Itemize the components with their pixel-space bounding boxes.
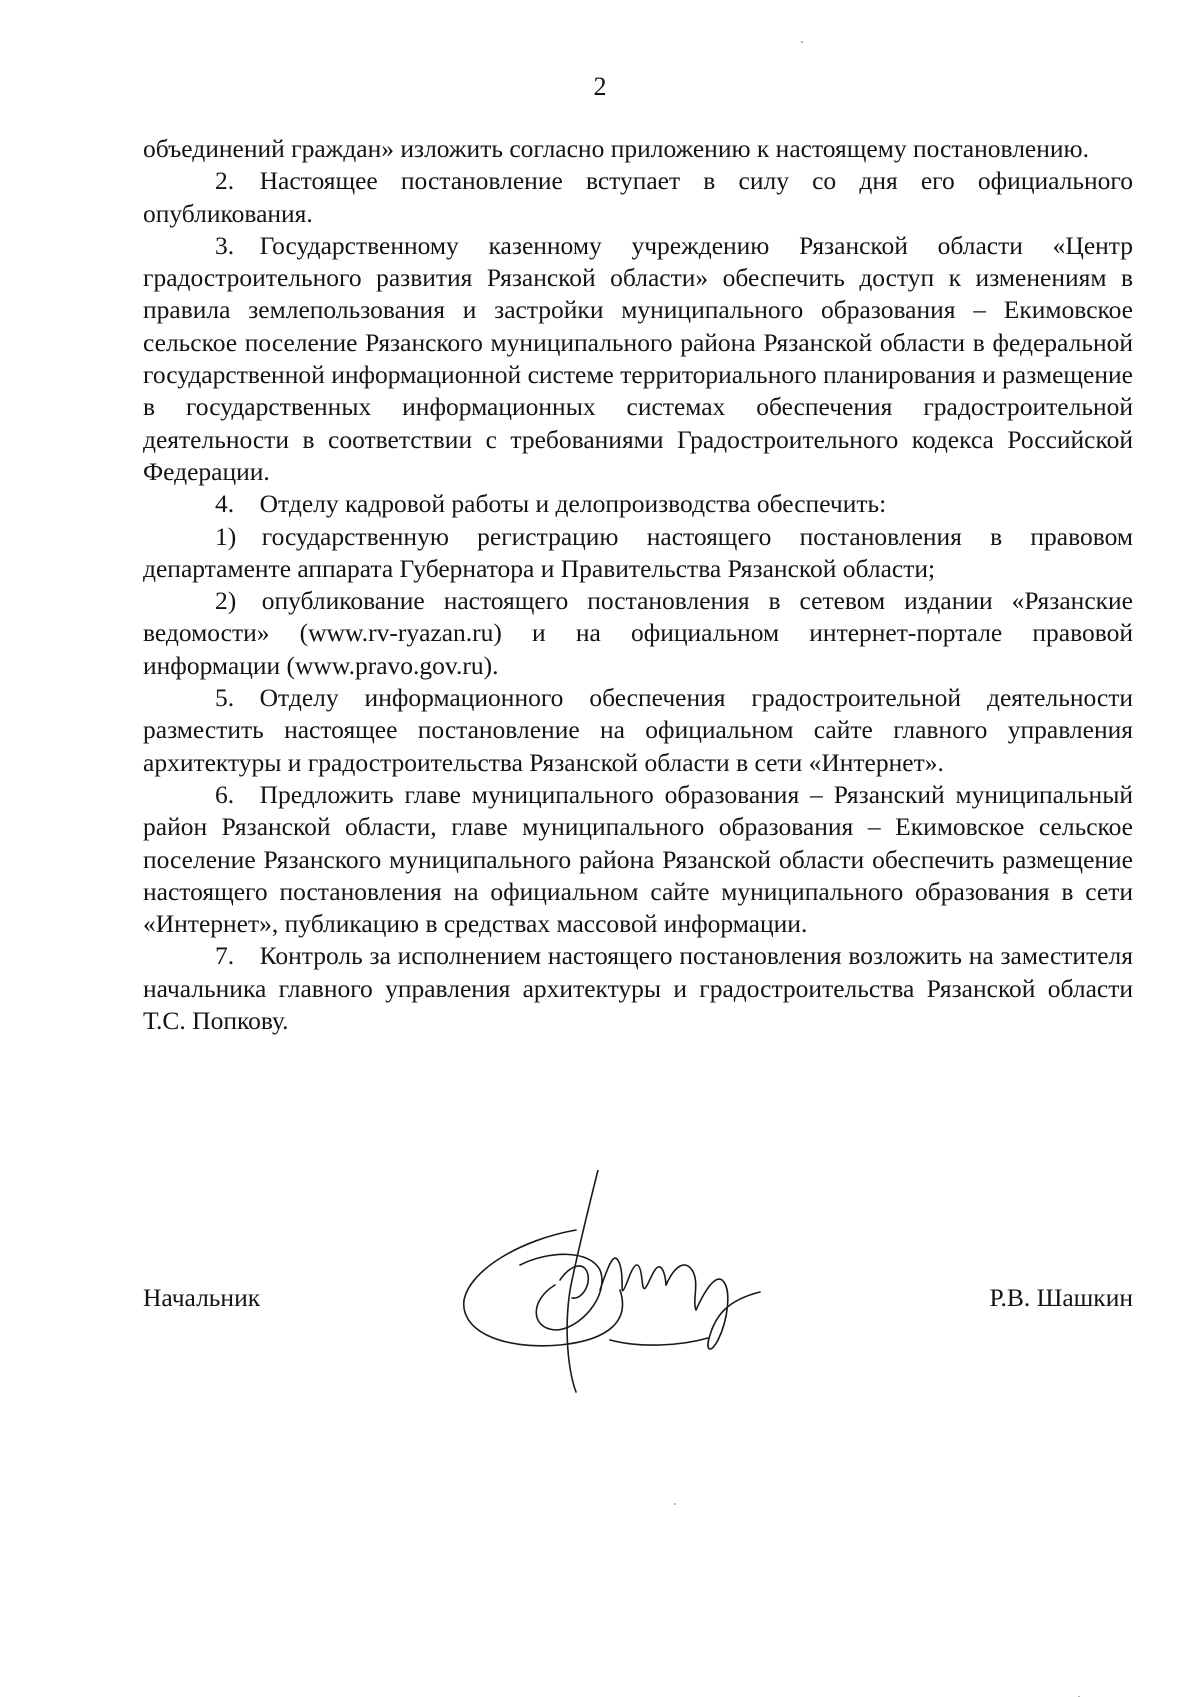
paragraph-item-2: 2. Настоящее постановление вступает в силу со дня его официального опубликования.	[143, 166, 1133, 228]
paragraph-item-7: 7. Контроль за исполнением настоящего постановления возложить на заместителя начальника главного управления архитектуры и градостроительства Рязанской области Т.С. Попкову.	[143, 941, 1133, 1036]
paragraph-item-5: 5. Отделу информационного обеспечения градостроительной деятельности разместить настоящее постановление на официальном сайте главного управления архитектуры и градостроительства Рязанской области в сети «Интернет».	[143, 683, 1133, 777]
signatory-name: Р.В. Шашкин	[989, 1283, 1133, 1312]
paragraph-item-4-2: 2) опубликование настоящего постановления в сетевом издании «Рязанские ведомости» (www.rv-ryazan.ru) и на официальном интернет-портале правовой информации (www.pravo.gov.ru).	[143, 586, 1133, 680]
paragraph-item-4-1: 1) государственную регистрацию настоящего постановления в правовом департаменте аппарата Губернатора и Правительства Рязанской области;	[143, 521, 1133, 583]
page-number: 2	[593, 72, 607, 101]
signature-block	[143, 1274, 1133, 1354]
paragraph-item-3: 3. Государственному казенному учреждению Рязанской области «Центр градостроительного развития Рязанской области» обеспечить доступ к изменениям в правила землепользования и застройки муниципального образования – Екимовское сельское поселение Рязанского муниципального района Рязанской области в федеральной государственной информационной системе территориального планирования и размещение в государственных информационных системах обеспечения градостроительной деятельности в соответствии с требованиями Градостроительного кодекса Российской Федерации.	[143, 230, 1133, 486]
signatory-title: Начальник	[143, 1283, 261, 1312]
document-body	[143, 133, 1133, 1037]
paragraph-continuation: объединений граждан» изложить согласно приложению к настоящему постановлению.	[143, 134, 1089, 163]
paragraph-item-4: 4. Отделу кадровой работы и делопроизводства обеспечить:	[215, 489, 887, 519]
paragraph-item-6: 6. Предложить главе муниципального образования – Рязанский муниципальный район Рязанской области, главе муниципального образования – Екимовское сельское поселение Рязанского муниципального района Рязанской области обеспечить размещение настоящего постановления на официальном сайте муниципального образования в сети «Интернет», публикацию в средствах массовой информации.	[143, 779, 1133, 939]
